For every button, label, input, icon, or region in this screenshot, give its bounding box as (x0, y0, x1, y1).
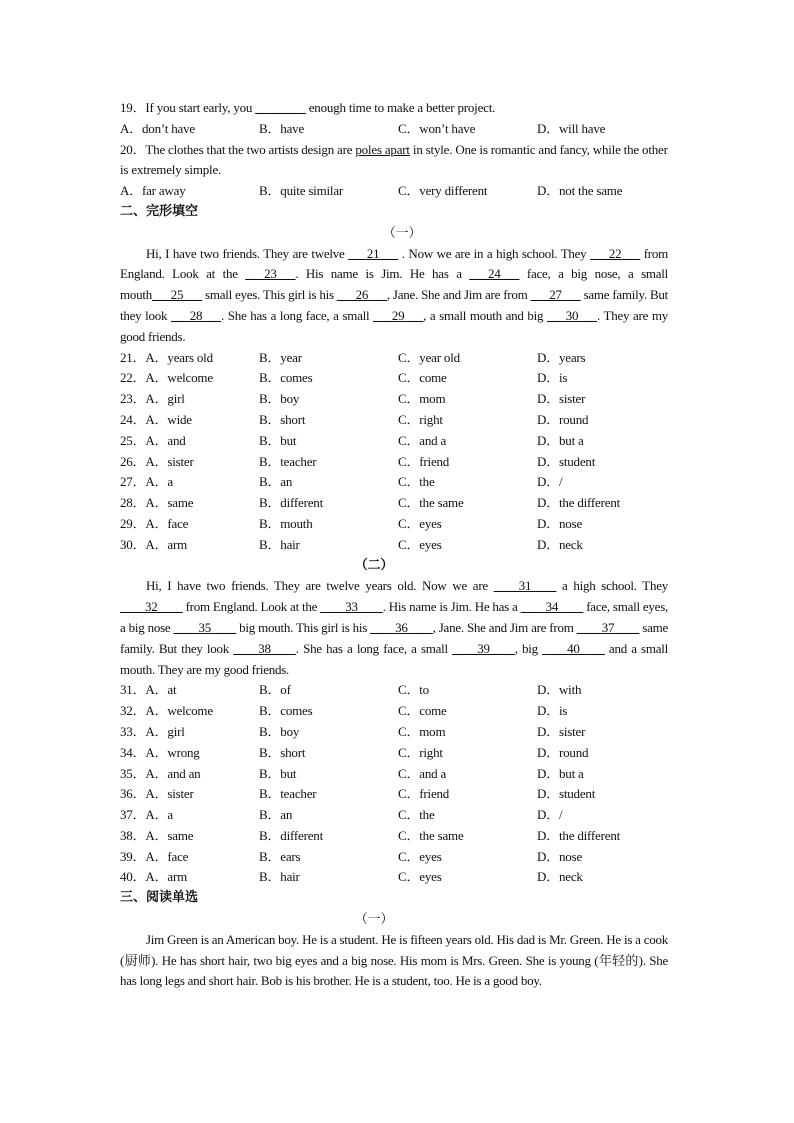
option-b: B．hair (259, 536, 300, 552)
option-d: D．sister (537, 391, 586, 407)
cloze1-blank: ___28___ (171, 307, 222, 323)
cloze1-blank: ___24___ (469, 266, 520, 282)
option-d: D．nose (537, 515, 583, 531)
option-b: B．but (259, 765, 297, 781)
option-a: 29．A．face (120, 515, 189, 531)
option-c: C．friend (398, 786, 450, 802)
question-row (120, 431, 668, 452)
option-d: D．the different (537, 495, 621, 511)
option-a: 38．A．same (120, 827, 194, 843)
cloze1-text: . His name is Jim. He has a (295, 266, 470, 282)
option-d: D．with (537, 682, 582, 698)
q19-blank: ________ (255, 100, 306, 115)
option-d: D．nose (537, 848, 583, 864)
cloze2-text: , big (514, 640, 543, 656)
option-c: C．eyes (398, 848, 442, 864)
option-c: C．and a (398, 765, 447, 781)
option-d: D．neck (537, 869, 583, 885)
option-b: B．comes (259, 370, 313, 386)
cloze1-text: same family. But they look (120, 287, 668, 323)
cloze1-text: small eyes. This girl is his (201, 287, 337, 303)
cloze2-text: . She has a long face, a small (295, 640, 453, 656)
option-c: C．mom (398, 723, 446, 739)
cloze-1-questions (120, 348, 668, 556)
question-row (120, 847, 668, 868)
reading-1-passage: Jim Green is an American boy. He is a student. He is fifteen years old. His dad is Mr. Green. He is a cook (厨师). He has short hair, two big eyes and a big nose. His mom is Mrs. Green. She is young (年轻的). She has long legs and short hair. Bob is his brother. He is a student, too. He is a good boy. (120, 931, 668, 989)
option-d: D．is (537, 370, 568, 386)
option-b: B．year (259, 349, 302, 365)
option-a: 33．A．girl (120, 723, 185, 739)
q19-option-b: B．have (259, 120, 305, 136)
cloze1-blank: ___30___ (547, 307, 597, 323)
option-d: D．but a (537, 765, 584, 781)
cloze2-text: face, small eyes, a big nose (120, 599, 669, 635)
cloze-2-passage (120, 576, 668, 680)
question-row (120, 493, 668, 514)
option-a: 34．A．wrong (120, 744, 200, 760)
option-a: 35．A．and an (120, 765, 201, 781)
q20-text-pre: 20．The clothes that the two artists design are (120, 141, 356, 157)
option-d: D．round (537, 744, 589, 760)
reading-1-heading: （一） (354, 911, 394, 927)
cloze1-blank: ___25___ (151, 287, 202, 303)
option-b: B．different (259, 495, 323, 511)
cloze1-text: , Jane. She and Jim are from (386, 287, 531, 303)
cloze2-blank: ____34____ (520, 599, 584, 615)
option-a: 21．A．years old (120, 349, 213, 365)
question-row (120, 348, 668, 369)
q20-option-d: D．not the same (537, 183, 623, 199)
option-b: B．boy (259, 391, 300, 407)
option-b: B．ears (259, 848, 301, 864)
q19-option-a: A．don’t have (120, 120, 195, 136)
option-b: B．different (259, 827, 323, 843)
question-row (120, 784, 668, 805)
option-a: 24．A．wide (120, 411, 192, 427)
q19-option-d: D．will have (537, 120, 606, 136)
question-20-stem (120, 140, 668, 182)
cloze1-text: . They are my good friends. (120, 307, 668, 344)
cloze1-blank: ___26___ (336, 287, 387, 303)
option-b: B．an (259, 807, 293, 823)
cloze2-text: same family. But they look (120, 619, 669, 656)
cloze1-text: face, a big nose, a small mouth (120, 266, 668, 303)
cloze-1-heading: （一） (382, 224, 422, 240)
option-c: C．come (398, 703, 447, 719)
option-c: C．the same (398, 827, 464, 843)
option-c: C．eyes (398, 869, 442, 885)
question-19-options (120, 119, 668, 140)
option-b: B．short (259, 744, 306, 760)
option-c: C．the same (398, 495, 464, 511)
option-c: C．to (398, 682, 429, 698)
q19-text-post: enough time to make a better project. (305, 100, 496, 115)
cloze2-blank: ____40____ (542, 640, 605, 656)
cloze2-text: , Jane. She and Jim are from (432, 619, 577, 635)
option-d: D．but a (537, 432, 584, 448)
cloze2-text: . His name is Jim. He has a (382, 599, 521, 615)
cloze1-blank: ___23___ (245, 266, 296, 282)
question-row (120, 826, 668, 847)
q20-option-a: A．far away (120, 183, 186, 199)
cloze2-blank: ____35____ (173, 619, 237, 635)
section-heading-reading: 三、阅读单选 (120, 890, 199, 906)
question-row (120, 535, 668, 556)
option-d: D．sister (537, 723, 586, 739)
cloze1-text: . She has a long face, a small (221, 307, 374, 323)
question-row (120, 368, 668, 389)
option-a: 31．A．at (120, 682, 177, 698)
cloze1-blank: ___22___ (590, 245, 641, 261)
option-b: B．hair (259, 869, 300, 885)
q20-underlined-phrase: poles apart (355, 141, 410, 157)
option-b: B．comes (259, 703, 313, 719)
option-d: D．/ (537, 807, 563, 823)
cloze2-text: Hi, I have two friends. They are twelve years old. Now we are (146, 578, 494, 594)
cloze2-blank: ____33____ (320, 599, 383, 615)
question-row (120, 722, 668, 743)
question-row (120, 805, 668, 826)
question-19-stem (120, 98, 668, 119)
option-a: 36．A．sister (120, 786, 194, 802)
option-b: B．but (259, 432, 297, 448)
q20-option-b: B．quite similar (259, 183, 344, 199)
question-row (120, 514, 668, 535)
question-20-options (120, 181, 668, 202)
cloze2-text: a high school. They (556, 578, 668, 594)
cloze2-blank: ____31____ (493, 578, 557, 594)
option-c: C．friend (398, 453, 450, 469)
q20-text-post: in style. One is romantic and fancy, while the other is extremely simple. (120, 141, 668, 178)
option-c: C．year old (398, 349, 460, 365)
cloze2-text: big mouth. This girl is his (236, 619, 371, 635)
option-d: D．/ (537, 474, 563, 490)
option-a: 25．A．and (120, 432, 186, 448)
cloze2-text: and a small mouth. They are my good friends. (120, 640, 668, 677)
cloze2-blank: ____39____ (452, 640, 515, 656)
question-row (120, 389, 668, 410)
option-c: C．eyes (398, 515, 442, 531)
option-b: B．teacher (259, 786, 317, 802)
question-row (120, 410, 668, 431)
option-d: D．neck (537, 536, 583, 552)
question-row (120, 764, 668, 785)
cloze1-blank: ___21___ (348, 245, 399, 261)
option-c: C．the (398, 807, 435, 823)
question-row (120, 680, 668, 701)
option-d: D．is (537, 703, 568, 719)
option-c: C．mom (398, 391, 446, 407)
option-d: D．student (537, 786, 596, 802)
cloze1-blank: ___27___ (530, 287, 581, 303)
option-b: B．of (259, 682, 291, 698)
cloze2-text: from England. Look at the (182, 599, 321, 615)
cloze2-blank: ____37____ (576, 619, 640, 635)
cloze1-text: Hi, I have two friends. They are twelve (146, 245, 349, 261)
option-a: 22．A．welcome (120, 370, 213, 386)
cloze1-blank: ___29___ (373, 307, 424, 323)
option-c: C．the (398, 474, 435, 490)
option-b: B．an (259, 474, 293, 490)
option-b: B．teacher (259, 453, 317, 469)
option-b: B．short (259, 411, 306, 427)
question-row (120, 452, 668, 473)
cloze2-blank: ____32____ (120, 599, 183, 615)
q20-option-c: C．very different (398, 183, 488, 199)
option-c: C．right (398, 411, 443, 427)
question-row (120, 867, 668, 888)
option-c: C．right (398, 744, 443, 760)
cloze-2-heading: （二） (354, 557, 394, 573)
option-a: 30．A．arm (120, 536, 187, 552)
option-a: 27．A．a (120, 474, 173, 490)
page-content (120, 98, 668, 992)
question-row (120, 743, 668, 764)
option-d: D．round (537, 411, 589, 427)
option-b: B．mouth (259, 515, 313, 531)
section-heading-cloze: 二、完形填空 (120, 203, 199, 219)
option-d: D．the different (537, 827, 621, 843)
cloze-1-passage (120, 244, 668, 348)
q19-text-pre: 19．If you start early, you (120, 100, 256, 115)
option-a: 37．A．a (120, 807, 173, 823)
question-row (120, 472, 668, 493)
option-a: 39．A．face (120, 848, 189, 864)
cloze1-text: , a small mouth and big (423, 307, 547, 323)
q19-option-c: C．won’t have (398, 120, 476, 136)
option-a: 32．A．welcome (120, 703, 213, 719)
option-b: B．boy (259, 723, 300, 739)
cloze1-text: . Now we are in a high school. They (398, 245, 591, 261)
option-c: C．and a (398, 432, 447, 448)
option-c: C．eyes (398, 536, 442, 552)
option-d: D．years (537, 349, 586, 365)
option-a: 23．A．girl (120, 391, 185, 407)
option-c: C．come (398, 370, 447, 386)
cloze2-blank: ____38____ (233, 640, 296, 656)
option-a: 26．A．sister (120, 453, 194, 469)
option-d: D．student (537, 453, 596, 469)
option-a: 40．A．arm (120, 869, 187, 885)
cloze1-text: from England. Look at the (120, 245, 668, 282)
question-row (120, 701, 668, 722)
option-a: 28．A．same (120, 495, 194, 511)
cloze2-blank: ____36____ (370, 619, 433, 635)
cloze-2-questions (120, 680, 668, 888)
